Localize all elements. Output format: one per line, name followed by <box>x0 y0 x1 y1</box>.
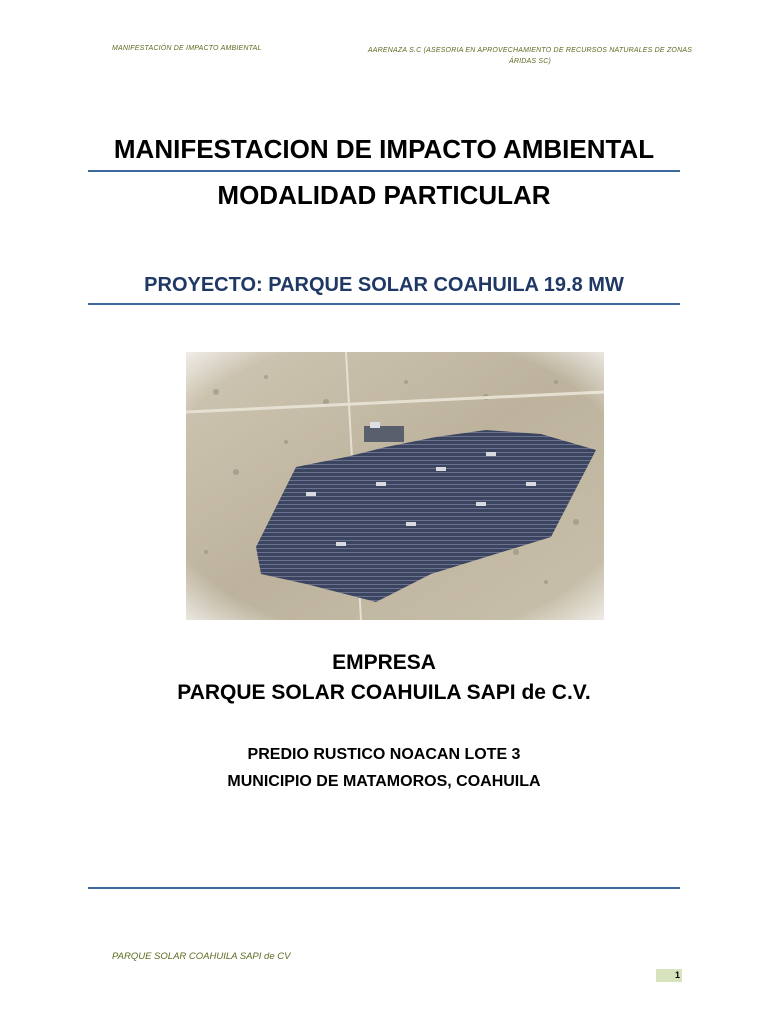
address-line-1: PREDIO RUSTICO NOACAN LOTE 3 <box>247 746 521 763</box>
document-subtitle: MODALIDAD PARTICULAR <box>217 180 551 210</box>
footer-divider <box>88 887 680 889</box>
project-divider <box>88 303 680 305</box>
footer-company-text: PARQUE SOLAR COAHUILA SAPI de CV <box>112 951 291 962</box>
header-right-text: AARENAZA S.C (ASESORIA EN APROVECHAMIENTO DE RECURSOS NATURALES DE ZONAS ÁRIDAS SC) <box>367 47 693 65</box>
aerial-solar-park-photo <box>186 352 604 620</box>
document-title: MANIFESTACION DE IMPACTO AMBIENTAL <box>113 134 655 164</box>
company-label: EMPRESA <box>332 651 436 674</box>
header-left-text: MANIFESTACIÓN DE IMPACTO AMBIENTAL <box>112 45 262 52</box>
company-name: PARQUE SOLAR COAHUILA SAPI de C.V. <box>177 681 591 704</box>
address-line-2: MUNICIPIO DE MATAMOROS, COAHUILA <box>227 773 541 790</box>
photo-illustration <box>186 352 604 620</box>
project-title: PROYECTO: PARQUE SOLAR COAHUILA 19.8 MW <box>144 274 624 296</box>
page-number: 1 <box>656 969 682 982</box>
title-divider <box>88 170 680 172</box>
